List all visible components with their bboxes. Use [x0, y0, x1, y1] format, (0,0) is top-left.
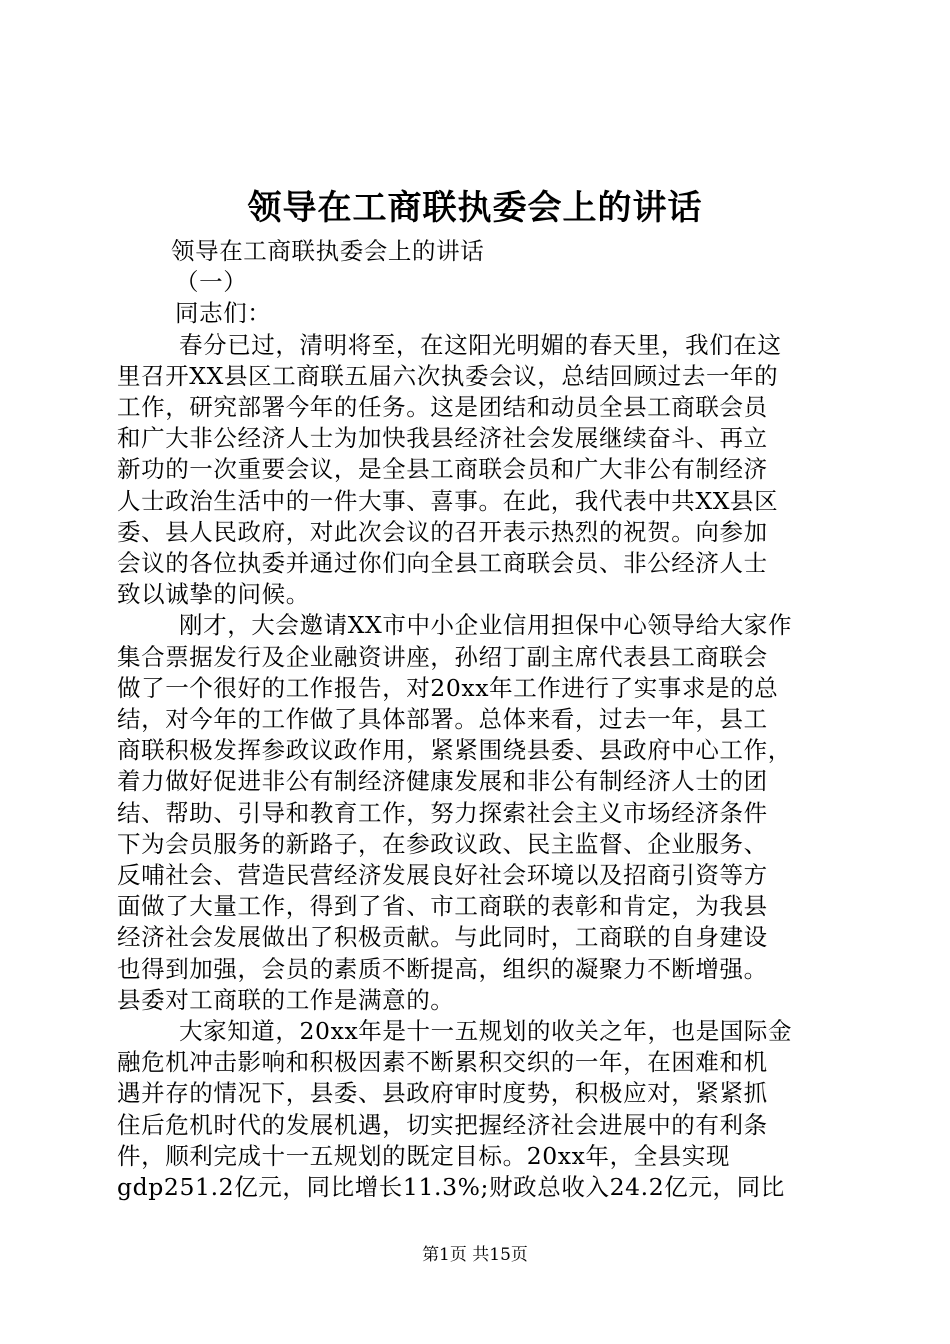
page-footer: 第1页 共15页 [422, 1245, 528, 1265]
text-line: 经济社会发展做出了积极贡献。与此同时，工商联的自身建设 [117, 923, 768, 952]
text-line: 会议的各位执委并通过你们向全县工商联会员、非公经济人士 [117, 549, 768, 578]
paragraph-1 [117, 330, 835, 611]
paragraph-3 [117, 1016, 835, 1203]
text-line: 集合票据发行及企业融资讲座，孙绍丁副主席代表县工商联会 [117, 642, 768, 671]
text-line: 委、县人民政府，对此次会议的召开表示热烈的祝贺。向参加 [117, 517, 768, 546]
text-line: 融危机冲击影响和积极因素不断累积交织的一年，在困难和机 [117, 1048, 768, 1077]
text-line: 结，对今年的工作做了具体部署。总体来看，过去一年，县工 [117, 705, 768, 734]
text-line: 面做了大量工作，得到了省、市工商联的表彰和肯定，为我县 [117, 892, 768, 921]
text-line: 县委对工商联的工作是满意的。 [117, 985, 455, 1014]
salutation: 同志们： [175, 299, 272, 328]
text-line: gdp251.2亿元，同比增长11.3%;财政总收入24.2亿元，同比 [117, 1173, 785, 1202]
text-line: 反哺社会、营造民营经济发展良好社会环境以及招商引资等方 [117, 861, 768, 890]
text-line: 结、帮助、引导和教育工作，努力探索社会主义市场经济条件 [117, 798, 768, 827]
paragraph-2 [117, 610, 835, 1016]
subtitle: 领导在工商联执委会上的讲话 [171, 237, 485, 265]
text-line: 做了一个很好的工作报告，对20xx年工作进行了实事求是的总 [117, 673, 779, 702]
document-body [117, 236, 835, 1203]
text-line: 下为会员服务的新路子，在参政议政、民主监督、企业服务、 [117, 829, 768, 858]
page-title: 领导在工商联执委会上的讲话 [247, 188, 703, 228]
text-line: 里召开XX县区工商联五届六次执委会议，总结回顾过去一年的 [117, 361, 779, 390]
text-line: 致以诚挚的问候。 [117, 580, 310, 609]
text-line: 新功的一次重要会议，是全县工商联会员和广大非公有制经济 [117, 455, 768, 484]
text-line: 件，顺利完成十一五规划的既定目标。20xx年，全县实现 [117, 1141, 731, 1170]
text-line: 工作，研究部署今年的任务。这是团结和动员全县工商联会员 [117, 393, 768, 422]
text-line: 遇并存的情况下，县委、县政府审时度势，积极应对，紧紧抓 [117, 1079, 768, 1108]
text-line: 春分已过，清明将至，在这阳光明媚的春天里，我们在这 [179, 330, 782, 359]
text-line: 大家知道，20xx年是十一五规划的收关之年，也是国际金 [179, 1017, 793, 1046]
text-line: 人士政治生活中的一件大事、喜事。在此，我代表中共XX县区 [117, 486, 779, 515]
section-number: （一） [175, 268, 248, 297]
text-line: 刚才，大会邀请XX市中小企业信用担保中心领导给大家作 [179, 611, 793, 640]
text-line: 也得到加强，会员的素质不断提高，组织的凝聚力不断增强。 [117, 954, 768, 983]
text-line: 和广大非公经济人士为加快我县经济社会发展继续奋斗、再立 [117, 424, 768, 453]
text-line: 着力做好促进非公有制经济健康发展和非公有制经济人士的团 [117, 767, 768, 796]
text-line: 商联积极发挥参政议政作用，紧紧围绕县委、县政府中心工作， [117, 736, 792, 765]
text-line: 住后危机时代的发展机遇，切实把握经济社会进展中的有利条 [117, 1110, 768, 1139]
